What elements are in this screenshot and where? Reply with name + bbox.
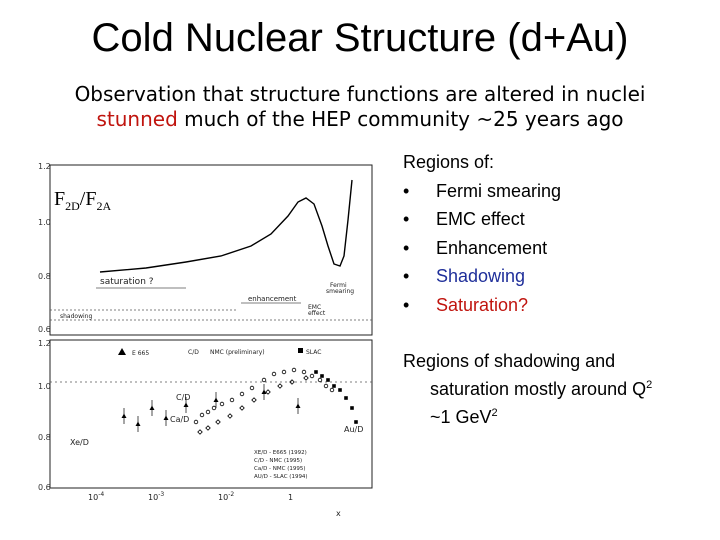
legend-top-label: NMC (preliminary) xyxy=(210,349,265,356)
data-point-circle xyxy=(220,402,224,406)
bullet-icon: • xyxy=(403,180,410,201)
data-point-triangle xyxy=(150,406,155,411)
emc-annotation: effect xyxy=(308,310,326,317)
region-label: Fermi smearing xyxy=(436,180,562,201)
triangle-marker-icon xyxy=(118,348,126,355)
bottom-y-tick: 0.6 xyxy=(38,483,51,492)
data-point-square xyxy=(320,374,324,378)
regions-items xyxy=(403,177,561,320)
bottom-panel-frame xyxy=(50,340,372,488)
top-y-tick: 0.8 xyxy=(38,272,51,281)
series-label-xed: Xe/D xyxy=(70,438,89,447)
region-label-saturation: Saturation? xyxy=(436,294,529,315)
data-point-square xyxy=(314,370,318,374)
bottom-panel-y-axis xyxy=(38,339,51,492)
data-point-diamond xyxy=(228,414,232,418)
data-point-triangle xyxy=(122,414,127,419)
bottom-legend-entry: AU/D - SLAC (1994) xyxy=(254,474,308,480)
data-point-circle xyxy=(262,378,266,382)
saturation-annotation: saturation ? xyxy=(100,277,154,287)
bottom-legend-entry: C/D - NMC (1995) xyxy=(254,458,303,464)
fermi-annotation: Fermi xyxy=(330,282,347,289)
data-point-square xyxy=(326,378,330,382)
fermi-annotation: smearing xyxy=(326,288,355,295)
bottom-legend-top xyxy=(118,348,321,357)
region-item xyxy=(403,177,561,206)
x-tick: $10^{-2}$ xyxy=(218,491,235,502)
shadowing-note xyxy=(403,349,703,429)
ratio-label-sub1: 2D xyxy=(65,199,80,213)
emc-annotation: EMC xyxy=(308,304,322,311)
data-point-circle xyxy=(250,386,254,390)
region-item xyxy=(403,262,561,291)
x-tick: 1 xyxy=(288,493,294,502)
bottom-y-tick: 0.8 xyxy=(38,433,51,442)
bottom-y-tick: 1.0 xyxy=(38,382,51,391)
ratio-label-slash: / xyxy=(79,188,86,210)
data-point-diamond xyxy=(266,390,270,394)
data-point-circle xyxy=(330,388,334,392)
series-label-aud: Au/D xyxy=(344,425,364,434)
stunned-word: stunned xyxy=(96,107,178,131)
bottom-legend xyxy=(254,450,308,480)
ratio-label-f1: F xyxy=(54,188,66,210)
region-label: EMC effect xyxy=(436,209,525,230)
note-line-2-text: saturation mostly around Q xyxy=(430,379,647,399)
data-point-square xyxy=(354,420,358,424)
data-point-circle xyxy=(206,410,210,414)
bullet-icon: • xyxy=(403,266,410,287)
legend-top-label: E 665 xyxy=(132,350,150,357)
data-point-circle xyxy=(194,420,198,424)
ratio-label-f2: F xyxy=(85,188,97,210)
region-item xyxy=(403,234,561,263)
data-point-triangle xyxy=(164,416,169,421)
data-point-diamond xyxy=(216,420,220,424)
data-point-circle xyxy=(230,398,234,402)
legend-top-label: SLAC xyxy=(306,349,322,356)
data-point-square xyxy=(344,396,348,400)
square-marker-icon xyxy=(298,348,303,353)
regions-heading: Regions of: xyxy=(403,152,495,172)
data-point-circle xyxy=(318,378,322,382)
data-point-diamond xyxy=(278,384,282,388)
note-line-3 xyxy=(403,401,703,429)
x-tick: $10^{-4}$ xyxy=(88,491,105,502)
bullet-icon: • xyxy=(403,209,410,230)
bullet-icon: • xyxy=(403,237,410,258)
series-label-cad: Ca/D xyxy=(170,415,190,424)
note-line-2-sup: 2 xyxy=(646,379,653,391)
data-point-square xyxy=(350,406,354,410)
bottom-legend-entry: XE/D - E665 (1992) xyxy=(254,450,307,456)
note-line-1: Regions of shadowing and xyxy=(403,351,616,371)
slide-subtitle xyxy=(0,82,720,132)
data-point-square xyxy=(332,384,336,388)
ratio-label-sub2: 2A xyxy=(96,199,112,213)
bottom-y-tick: 1.2 xyxy=(38,339,51,348)
data-point-square xyxy=(338,388,342,392)
data-point-circle xyxy=(200,413,204,417)
regions-list xyxy=(403,148,561,320)
shadowing-annotation: shadowing xyxy=(60,313,93,320)
region-label: Enhancement xyxy=(436,237,548,258)
enhancement-annotation: enhancement xyxy=(248,295,297,303)
data-point-triangle xyxy=(136,422,141,427)
subtitle-line-2-rest: much of the HEP community ~25 years ago xyxy=(177,107,624,131)
data-point-circle xyxy=(302,370,306,374)
bottom-x-axis xyxy=(88,491,341,518)
data-point-diamond xyxy=(198,430,202,434)
top-y-tick: 1.2 xyxy=(38,162,51,171)
data-point-diamond xyxy=(252,398,256,402)
note-line-3-sup: 2 xyxy=(491,407,498,419)
x-axis-label: x xyxy=(336,509,341,518)
top-panel-y-axis xyxy=(38,162,51,334)
note-line-2 xyxy=(403,373,703,401)
note-line-3-text: ~1 GeV xyxy=(430,407,492,427)
top-y-tick: 0.6 xyxy=(38,325,51,334)
subtitle-line-1: Observation that structure functions are altered in nuclei xyxy=(74,82,646,106)
data-point-circle xyxy=(240,392,244,396)
data-point-circle xyxy=(324,384,328,388)
x-tick: $10^{-3}$ xyxy=(148,491,165,502)
subtitle-line-2 xyxy=(0,107,720,132)
data-point-circle xyxy=(212,406,216,410)
data-point-triangle xyxy=(184,403,189,408)
data-point-diamond xyxy=(206,426,210,430)
data-point-circle xyxy=(282,370,286,374)
data-point-triangle xyxy=(296,404,301,409)
data-point-circle xyxy=(272,372,276,376)
nuclear-ratio-figure xyxy=(36,160,376,520)
top-y-tick: 1.0 xyxy=(38,218,51,227)
legend-top-label: C/D xyxy=(188,349,199,356)
bottom-data-points xyxy=(122,368,358,434)
ratio-curve xyxy=(100,180,352,272)
data-point-circle xyxy=(292,368,296,372)
region-label-shadowing: Shadowing xyxy=(436,266,526,287)
top-annotations xyxy=(60,277,354,320)
bullet-icon: • xyxy=(403,294,410,315)
data-point-diamond xyxy=(304,376,308,380)
ratio-label xyxy=(54,188,111,214)
region-item xyxy=(403,205,561,234)
series-label-cd: C/D xyxy=(176,393,191,402)
region-item xyxy=(403,291,561,320)
data-point-diamond xyxy=(240,406,244,410)
slide-title: Cold Nuclear Structure (d+Au) xyxy=(91,16,629,60)
bottom-legend-entry: Ca/D - NMC (1995) xyxy=(254,466,306,472)
data-point-triangle xyxy=(214,398,219,403)
data-point-circle xyxy=(310,374,314,378)
